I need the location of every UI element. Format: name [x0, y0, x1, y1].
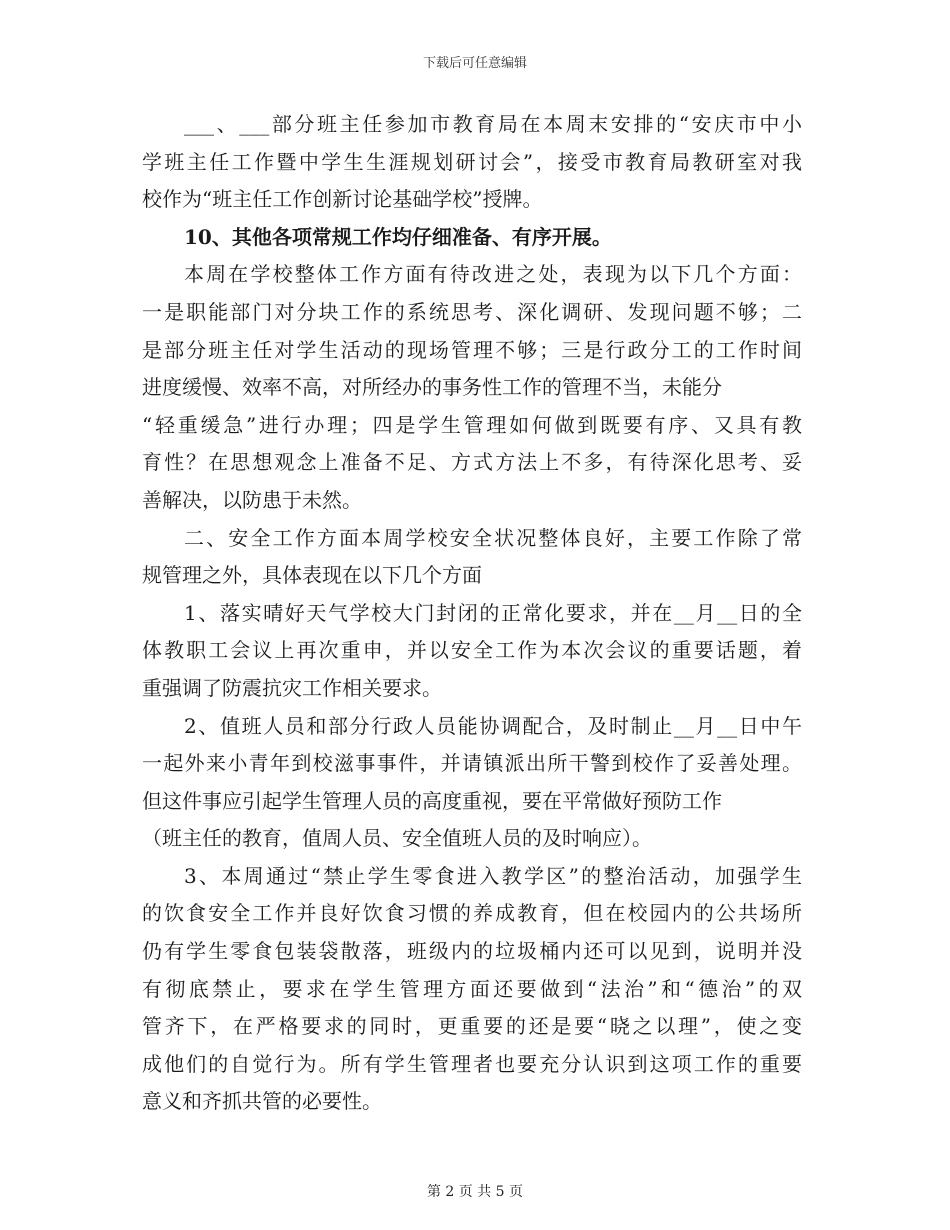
text-line: 进度缓慢、效率不高，对所经办的事务性工作的管理不当，未能分: [142, 375, 722, 400]
text-line: （班主任的教育，值周人员、安全值班人员的及时响应）。: [142, 826, 652, 851]
text-line: “轻重缓急”进行办理；四是学生管理如何做到既要有序、又具有教: [142, 412, 802, 437]
page-footer: 第 2 页 共 5 页: [426, 1184, 524, 1200]
text-line: 体教职工会议上再次重申，并以安全工作为本次会议的重要话题，着: [142, 638, 802, 663]
section-heading: 10、其他各项常规工作均仔细准备、有序开展。: [184, 224, 612, 249]
text-line: 一是职能部门对分块工作的系统思考、深化调研、发现问题不够；二: [142, 299, 802, 324]
text-line: 学班主任工作暨中学生生涯规划研讨会”，接受市教育局教研室对我: [142, 149, 802, 174]
text-line: 管齐下，在严格要求的同时，更重要的还是要“晓之以理”，使之变: [142, 1014, 802, 1039]
text-line: 意义和齐抓共管的必要性。: [142, 1089, 382, 1114]
text-line: 有彻底禁止，要求在学生管理方面还要做到“法治”和“德治”的双: [142, 976, 802, 1001]
text-line: 仍有学生零食包装袋散落，班级内的垃圾桶内还可以见到，说明并没: [142, 939, 802, 964]
text-line: 是部分班主任对学生活动的现场管理不够；三是行政分工的工作时间: [142, 337, 802, 362]
text-line: 校作为“班主任工作创新讨论基础学校”授牌。: [142, 187, 543, 212]
text-line: 规管理之外，具体表现在以下几个方面: [142, 563, 482, 588]
text-line: 2、值班人员和部分行政人员能协调配合，及时制止__月__日中午: [184, 713, 802, 738]
text-line: ___、___部分班主任参加市教育局在本周末安排的“安庆市中小: [184, 112, 802, 136]
text-line: 育性？在思想观念上准备不足、方式方法上不多，有待深化思考、妥: [142, 450, 802, 475]
text-line: 善解决，以防患于未然。: [142, 487, 362, 512]
text-line: 成他们的自觉行为。所有学生管理者也要充分认识到这项工作的重要: [142, 1051, 802, 1076]
document-body: [142, 106, 802, 1121]
text-line: 1、落实晴好天气学校大门封闭的正常化要求，并在__月__日的全: [184, 600, 802, 625]
text-line: 二、安全工作方面本周学校安全状况整体良好，主要工作除了常: [184, 525, 802, 550]
text-line: 重强调了防震抗灾工作相关要求。: [142, 675, 442, 700]
text-line: 一起外来小青年到校滋事事件，并请镇派出所干警到校作了妥善处理。: [142, 751, 802, 776]
text-line: 3、本周通过“禁止学生零食进入教学区”的整治活动，加强学生: [184, 863, 802, 888]
text-line: 的饮食安全工作并良好饮食习惯的养成教育，但在校园内的公共场所: [142, 901, 802, 926]
page-header: 下载后可任意编辑: [422, 56, 527, 71]
text-line: 本周在学校整体工作方面有待改进之处，表现为以下几个方面：: [184, 262, 802, 287]
text-line: 但这件事应引起学生管理人员的高度重视，要在平常做好预防工作: [142, 788, 722, 813]
